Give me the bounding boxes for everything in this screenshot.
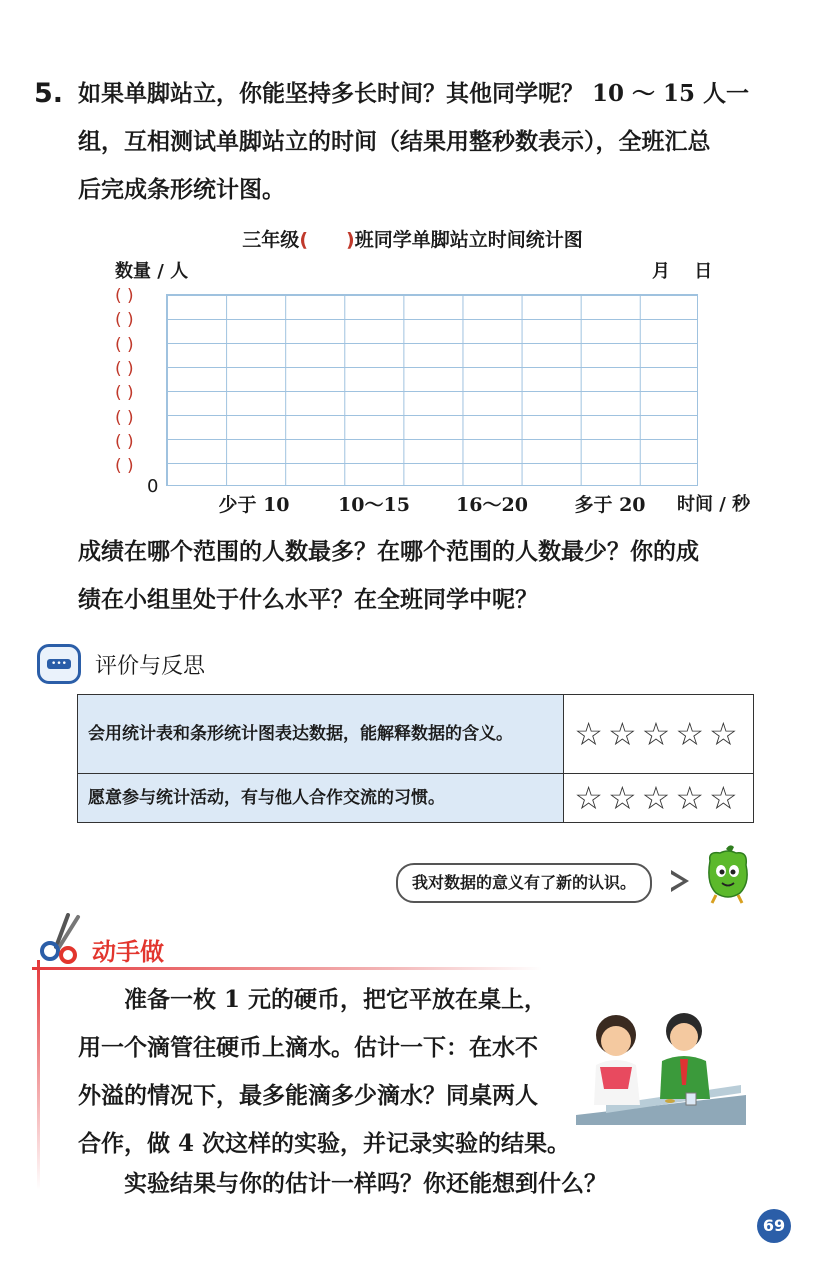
- x-tick-label: 10～15: [338, 494, 410, 516]
- date-label: 月 日: [652, 261, 713, 282]
- evaluation-row: [78, 774, 754, 823]
- y-tick-label: ( ): [115, 431, 134, 452]
- question-line-3: 后完成条形统计图。: [78, 176, 285, 203]
- chart-title-prefix: 三年级: [242, 229, 300, 251]
- speech-bubble-icon: •••: [37, 644, 81, 684]
- followup-line-2: 绩在小组里处于什么水平？在全班同学中呢？: [78, 586, 538, 613]
- handson-line-5: 实验结果与你的估计一样吗？你还能想到什么？: [124, 1170, 607, 1197]
- x-tick-label: 16～20: [456, 494, 528, 516]
- evaluation-title: 评价与反思: [95, 653, 206, 679]
- handson-title: 动手做: [92, 938, 164, 966]
- chart-title-paren-open: (: [299, 229, 308, 251]
- question-line-1: 如果单脚站立，你能坚持多长时间？其他同学呢？ 10 ～ 15 人一: [78, 80, 750, 107]
- x-axis-label: 时间 / 秒: [677, 494, 751, 515]
- section-rule-vertical: [37, 960, 40, 1190]
- question-number: 5.: [34, 78, 64, 109]
- handson-line-1: 准备一枚 1 元的硬币，把它平放在桌上，: [124, 986, 548, 1013]
- followup-line-1: 成绩在哪个范围的人数最多？在哪个范围的人数最少？你的成: [78, 538, 699, 565]
- y-tick-label: ( ): [115, 334, 134, 355]
- y-tick-zero: 0: [147, 476, 159, 497]
- star-rating[interactable]: ☆☆☆☆☆: [564, 695, 754, 774]
- question-line-2: 组，互相测试单脚站立的时间（结果用整秒数表示），全班汇总: [78, 128, 711, 155]
- scissors-icon: [38, 913, 88, 965]
- chart-title: [0, 225, 825, 252]
- evaluation-criterion: 会用统计表和条形统计图表达数据，能解释数据的含义。: [78, 695, 564, 774]
- evaluation-header: [37, 642, 205, 686]
- y-tick-label: ( ): [115, 456, 134, 477]
- star-rating[interactable]: ☆☆☆☆☆: [564, 774, 754, 823]
- evaluation-table: [77, 694, 754, 823]
- y-tick-label: ( ): [115, 358, 134, 379]
- chart-grid: [166, 294, 698, 486]
- children-experiment-illustration: [576, 1005, 746, 1125]
- handson-header: [32, 930, 542, 970]
- y-tick-label: ( ): [115, 383, 134, 404]
- y-tick-label: ( ): [115, 310, 134, 331]
- y-tick-label: ( ): [115, 407, 134, 428]
- y-tick-label: ( ): [115, 286, 134, 306]
- speech-bubble: 我对数据的意义有了新的认识。: [396, 863, 652, 903]
- x-tick-label: 多于 20: [574, 494, 646, 516]
- handson-line-2: 用一个滴管往硬币上滴水。估计一下：在水不: [78, 1034, 538, 1061]
- page-number: 69: [757, 1209, 791, 1243]
- chart-title-paren-close: ): [346, 229, 355, 251]
- handson-line-3: 外溢的情况下，最多能滴多少滴水？同桌两人: [78, 1082, 538, 1109]
- y-axis-label: 数量 / 人: [115, 261, 189, 282]
- evaluation-row: [78, 695, 754, 774]
- handson-line-4: 合作，做 4 次这样的实验，并记录实验的结果。: [78, 1130, 571, 1157]
- chart-title-suffix: 班同学单脚站立时间统计图: [354, 229, 583, 251]
- pepper-mascot-icon: [700, 843, 756, 905]
- x-tick-label: 少于 10: [218, 494, 290, 516]
- evaluation-criterion: 愿意参与统计活动，有与他人合作交流的习惯。: [78, 774, 564, 823]
